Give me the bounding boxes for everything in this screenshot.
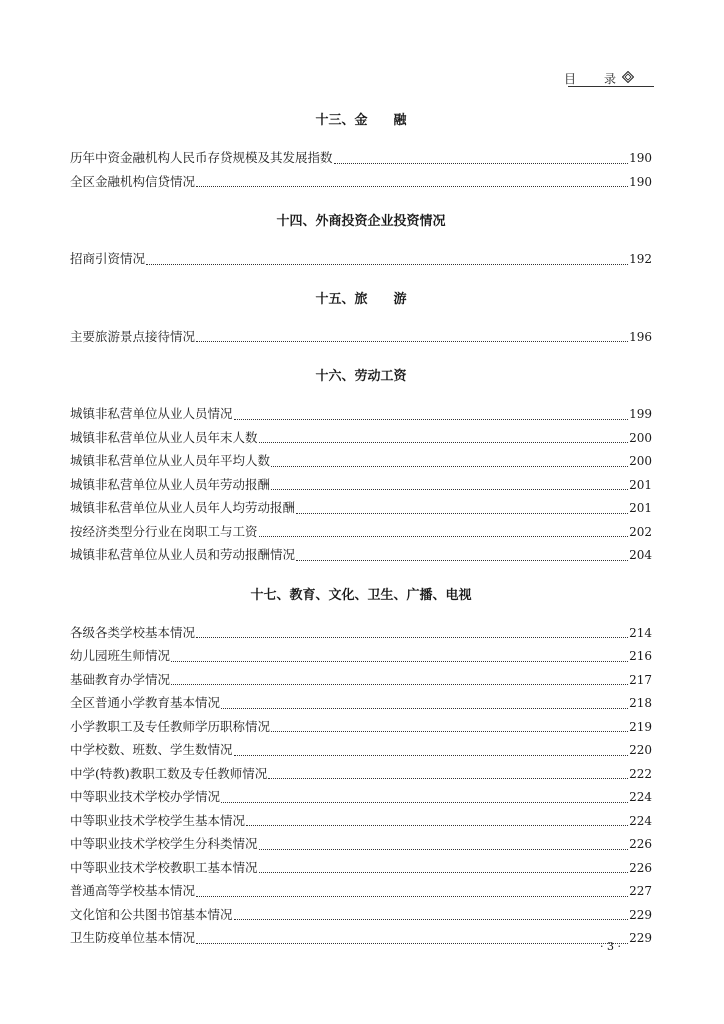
toc-entry[interactable] [70,170,652,194]
toc-entry-page: 192 [629,252,652,266]
toc-entry[interactable] [70,715,652,739]
toc-entry[interactable] [70,668,652,692]
header-title-part2: 录 [604,72,617,86]
toc-entry-page: 227 [629,884,652,898]
toc-entry-page: 200 [629,454,652,468]
toc-entry[interactable] [70,426,652,450]
toc-entry-label: 各级各类学校基本情况 [70,624,196,640]
toc-entry-page: 190 [629,174,652,189]
dot-leader [196,942,628,944]
dot-leader [234,918,629,920]
toc-entry[interactable] [70,402,652,426]
dot-leader [271,730,628,732]
toc-entry-label: 卫生防疫单位基本情况 [70,930,196,945]
running-header [564,70,654,90]
toc-entry-label: 中等职业技术学校学生基本情况 [70,812,246,828]
toc-entry-label: 城镇非私营单位从业人员年平均人数 [70,453,271,468]
toc-entry-label: 中学(特教)教职工数及专任教师情况 [70,765,268,781]
toc-entry-page: 202 [629,524,652,539]
toc-entry-label: 主要旅游景点接待情况 [70,328,196,344]
toc-entry[interactable] [70,496,652,520]
dot-leader [259,871,629,873]
toc-entry[interactable] [70,644,652,668]
toc-entry-page: 201 [629,501,652,515]
dot-leader [234,418,629,420]
toc-entry[interactable] [70,903,652,927]
dot-leader [171,660,628,662]
toc-entry-label: 按经济类型分行业在岗职工与工资 [70,523,258,539]
toc-entry-page: 218 [629,696,652,710]
toc-entry-label: 中等职业技术学校学生分科类情况 [70,836,258,851]
toc-entry-page: 214 [629,625,652,640]
toc-entry[interactable] [70,473,652,497]
toc-entry-page: 201 [629,477,652,492]
toc-entry-label: 全区普通小学教育基本情况 [70,695,221,710]
toc-entry[interactable] [70,325,652,349]
toc-entry-label: 中学校数、班数、学生数情况 [70,742,233,757]
toc-entry-page: 217 [629,672,652,687]
toc-entry[interactable] [70,856,652,880]
toc-entry-page: 190 [629,151,652,165]
toc-entry-page: 219 [629,719,652,734]
header-title-part1: 目 [564,72,577,86]
toc-entry-page: 199 [629,407,652,421]
toc-entry[interactable] [70,785,652,809]
toc-entry-label: 中等职业技术学校办学情况 [70,789,221,804]
dot-leader [196,185,628,187]
toc-entry-page: 229 [629,907,652,922]
dot-leader [296,512,628,514]
section-heading: 十七、教育、文化、卫生、广播、电视 [250,587,472,603]
toc-entry[interactable] [70,879,652,903]
toc-entry[interactable] [70,621,652,645]
toc-entry-label: 文化馆和公共图书馆基本情况 [70,906,233,922]
dot-leader [259,441,629,443]
toc-entry-label: 城镇非私营单位从业人员情况 [70,406,233,421]
toc-entry-page: 200 [629,430,652,445]
toc-entry-label: 全区金融机构信贷情况 [70,173,196,189]
toc-entry-page: 226 [629,860,652,875]
toc-entry-page: 220 [629,743,652,757]
toc-entry-page: 196 [629,329,652,344]
toc-entry[interactable] [70,146,652,170]
toc-entry-page: 216 [629,649,652,663]
toc-entry-page: 226 [629,837,652,851]
toc-entry-page: 204 [629,548,652,562]
diamond-ornament-icon [622,71,634,83]
dot-leader [246,824,628,826]
toc-entry[interactable] [70,926,652,950]
dot-leader [296,559,628,561]
toc-entry-page: 229 [629,931,652,945]
dot-leader [268,777,628,779]
toc-entry-label: 小学教职工及专任教师学历职称情况 [70,718,271,734]
dot-leader [221,707,628,709]
header-rule [568,86,654,87]
toc-entry-label: 城镇非私营单位从业人员年劳动报酬 [70,476,271,492]
toc-entry-label: 历年中资金融机构人民币存贷规模及其发展指数 [70,150,333,165]
dot-leader [259,848,629,850]
dot-leader [196,340,628,342]
toc-entry[interactable] [70,520,652,544]
toc-entry-label: 招商引资情况 [70,251,146,266]
dot-leader [171,683,628,685]
toc-entry[interactable] [70,738,652,762]
dot-leader [146,263,628,265]
dot-leader [221,801,628,803]
toc-entry[interactable] [70,543,652,567]
toc-entry-label: 普通高等学校基本情况 [70,883,196,898]
dot-leader [271,488,628,490]
dot-leader [259,535,629,537]
toc-entry-page: 224 [629,790,652,804]
toc-entry-label: 城镇非私营单位从业人员年人均劳动报酬 [70,500,296,515]
dot-leader [271,465,628,467]
toc-entry-label: 城镇非私营单位从业人员和劳动报酬情况 [70,547,296,562]
section-heading: 十四、外商投资企业投资情况 [276,214,446,229]
toc-entry[interactable] [70,809,652,833]
toc-entry-label: 城镇非私营单位从业人员年末人数 [70,429,258,445]
dot-leader [334,162,629,164]
toc-entry-page: 224 [629,813,652,828]
table-of-contents [70,110,652,950]
dot-leader [196,895,628,897]
section-heading: 十五、旅 游 [315,291,407,307]
page-number: · 3 · [600,940,621,953]
toc-entry[interactable] [70,691,652,715]
toc-entry-page: 222 [629,766,652,781]
toc-entry[interactable] [70,832,652,856]
toc-entry-label: 基础教育办学情况 [70,671,171,687]
toc-entry-label: 幼儿园班生师情况 [70,648,171,663]
toc-entry[interactable] [70,247,652,271]
section-heading: 十六、劳动工资 [315,369,407,384]
toc-entry[interactable] [70,449,652,473]
dot-leader [196,636,628,638]
toc-entry[interactable] [70,762,652,786]
section-heading: 十三、金 融 [315,113,407,128]
toc-entry-label: 中等职业技术学校教职工基本情况 [70,859,258,875]
dot-leader [234,754,629,756]
